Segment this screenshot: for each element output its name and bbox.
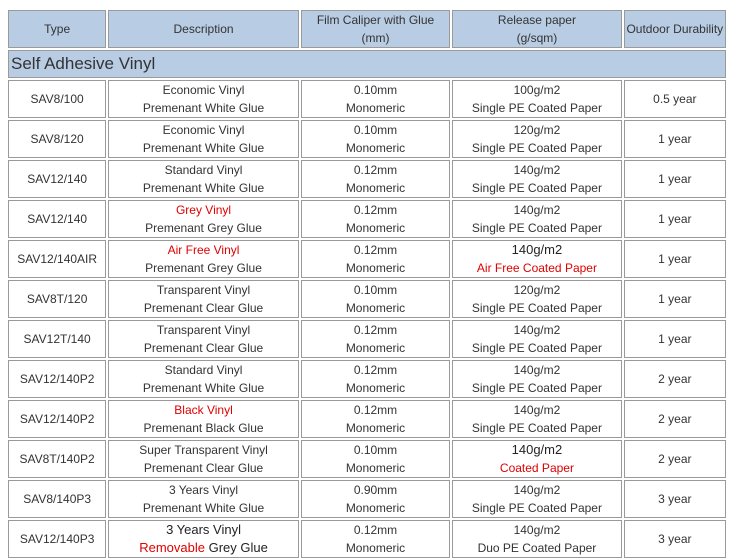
cell-text-line: 0.12mm [353,203,398,217]
cell-caliper [301,480,450,518]
cell-text-line: Monomeric [345,141,406,155]
table-row [8,280,726,318]
cell-text-line: Monomeric [345,341,406,355]
cell-type: SAV8T/140P2 [8,440,106,478]
cell-text-line: 120g/m2 [513,123,561,137]
cell-type: SAV12/140AIR [8,240,106,278]
cell-text-line: Film Caliper with Glue [316,13,435,27]
cell-type: SAV8/100 [8,80,106,118]
cell-durability: 1 year [624,280,726,318]
cell-text-line: 140g/m2 [513,363,561,377]
cell-text-line [109,539,298,557]
cell-text-line: 3 Years Vinyl [168,483,239,497]
cell-text-line: Monomeric [345,221,406,235]
table-row [8,80,726,118]
header-description [108,10,299,48]
cell-durability: 1 year [624,200,726,238]
cell-description [108,240,299,278]
cell-text-line: 0.10mm [353,123,398,137]
cell-type: SAV12/140P2 [8,360,106,398]
cell-durability: 0.5 year [624,80,726,118]
cell-text-line: 140g/m2 [511,442,563,457]
cell-description [108,120,299,158]
cell-release-paper [452,120,621,158]
table-row [8,480,726,518]
table-row [8,360,726,398]
table-row [8,440,726,478]
section-title: Self Adhesive Vinyl [8,50,726,78]
cell-type: SAV8T/120 [8,280,106,318]
header-outdoor-durability [624,10,726,48]
cell-type: SAV12/140 [8,200,106,238]
cell-description [108,80,299,118]
cell-caliper [301,120,450,158]
cell-caliper [301,320,450,358]
cell-text-line: Monomeric [345,501,406,515]
cell-text-line: Monomeric [345,101,406,115]
cell-caliper [301,520,450,558]
cell-text-line: Grey Vinyl [175,203,232,217]
cell-description [108,400,299,438]
table-row [8,160,726,198]
spec-table [6,8,728,560]
cell-text-line: 0.12mm [353,243,398,257]
cell-text-line: Release paper [497,13,576,27]
cell-release-paper [452,160,621,198]
cell-text-line: Premenant Black Glue [143,421,264,435]
cell-text-line: Monomeric [345,261,406,275]
cell-text-line: 3 Years Vinyl [166,522,241,537]
cell-durability: 1 year [624,120,726,158]
cell-text-line: 0.10mm [353,283,398,297]
cell-durability: 2 year [624,400,726,438]
cell-text-line: Monomeric [345,461,406,475]
cell-text-line: 140g/m2 [513,163,561,177]
cell-text-line: Premenant White Glue [142,181,265,195]
cell-durability: 3 year [624,480,726,518]
header-type [8,10,106,48]
cell-caliper [301,80,450,118]
cell-caliper [301,160,450,198]
cell-text-line: Premenant White Glue [142,501,265,515]
cell-text-line: Single PE Coated Paper [471,221,602,235]
cell-text-line: Monomeric [345,541,406,555]
cell-text-line: Black Vinyl [174,403,233,417]
header-film-caliper [301,10,450,48]
cell-type: SAV12/140P2 [8,400,106,438]
cell-text-line: Monomeric [345,181,406,195]
cell-text-line: 0.12mm [353,523,398,537]
cell-release-paper [452,240,621,278]
table-row [8,520,726,558]
header-row [8,10,726,48]
removable-label: Removable [139,540,205,555]
cell-text-line: Type [44,22,71,36]
cell-text-line: Super Transparent Vinyl [139,443,268,457]
cell-text-line: Economic Vinyl [162,83,245,97]
cell-durability: 1 year [624,240,726,278]
cell-caliper [301,240,450,278]
cell-text-line: Outdoor Durability [626,22,724,36]
cell-text-line: Premenant Grey Glue [145,221,262,235]
grey-glue-label: Grey Glue [204,540,268,555]
cell-text-line: 120g/m2 [513,283,561,297]
table-row [8,320,726,358]
header-release-paper [452,10,621,48]
cell-text-line: Monomeric [345,381,406,395]
cell-text-line: Air Free Vinyl [167,243,240,257]
cell-text-line: (mm) [361,31,390,45]
cell-text-line: Transparent Vinyl [156,323,251,337]
cell-text-line: Single PE Coated Paper [471,381,602,395]
cell-description [108,200,299,238]
cell-type: SAV8/140P3 [8,480,106,518]
cell-release-paper [452,520,621,558]
cell-text-line: Single PE Coated Paper [471,141,602,155]
cell-text-line: Premenant White Glue [142,381,265,395]
cell-durability: 1 year [624,160,726,198]
cell-release-paper [452,80,621,118]
cell-description [108,360,299,398]
cell-durability: 2 year [624,440,726,478]
cell-type: SAV12/140 [8,160,106,198]
cell-caliper [301,360,450,398]
cell-text-line: Single PE Coated Paper [471,501,602,515]
table-row [8,120,726,158]
cell-text-line: 100g/m2 [513,83,561,97]
cell-text-line: (g/sqm) [516,31,558,45]
cell-text-line: Standard Vinyl [164,163,243,177]
table-row [8,240,726,278]
cell-text-line: Monomeric [345,301,406,315]
cell-text-line: Single PE Coated Paper [471,101,602,115]
cell-text-line: 0.90mm [353,483,398,497]
cell-text-line: 0.10mm [353,443,398,457]
cell-text-line: Single PE Coated Paper [471,301,602,315]
cell-durability: 1 year [624,320,726,358]
cell-text-line: Air Free Coated Paper [476,261,597,275]
cell-release-paper [452,200,621,238]
cell-description [108,160,299,198]
cell-release-paper [452,360,621,398]
cell-description [108,280,299,318]
table-row [8,400,726,438]
cell-text-line: 140g/m2 [513,523,561,537]
cell-text-line: 140g/m2 [513,323,561,337]
cell-text-line: Duo PE Coated Paper [477,541,597,555]
cell-description [108,480,299,518]
cell-text-line: Standard Vinyl [164,363,243,377]
cell-type: SAV8/120 [8,120,106,158]
section-row [8,50,726,78]
cell-release-paper [452,480,621,518]
cell-release-paper [452,400,621,438]
cell-caliper [301,200,450,238]
cell-durability: 3 year [624,520,726,558]
cell-description [108,320,299,358]
cell-text-line: 0.12mm [353,163,398,177]
cell-text-line: Single PE Coated Paper [471,181,602,195]
cell-text-line: Economic Vinyl [162,123,245,137]
cell-release-paper [452,280,621,318]
cell-type: SAV12/140P3 [8,520,106,558]
cell-text-line: 140g/m2 [513,203,561,217]
cell-durability: 2 year [624,360,726,398]
cell-text-line: 140g/m2 [511,242,563,257]
cell-text-line: Premenant Clear Glue [143,461,264,475]
cell-text-line: Monomeric [345,421,406,435]
cell-text-line: 0.12mm [353,403,398,417]
cell-text-line: Single PE Coated Paper [471,341,602,355]
cell-release-paper [452,440,621,478]
cell-text-line: Premenant Grey Glue [145,261,262,275]
cell-text-line: Premenant White Glue [142,141,265,155]
cell-text-line: Premenant Clear Glue [143,341,264,355]
cell-text-line: 140g/m2 [513,483,561,497]
cell-text-line: 0.10mm [353,83,398,97]
cell-description [108,440,299,478]
cell-caliper [301,440,450,478]
cell-caliper [301,280,450,318]
cell-text-line: 0.12mm [353,323,398,337]
table-row [8,200,726,238]
cell-text-line: Premenant Clear Glue [143,301,264,315]
cell-text-line: Single PE Coated Paper [471,421,602,435]
cell-text-line: Coated Paper [499,461,574,475]
cell-release-paper [452,320,621,358]
cell-description [108,520,299,558]
cell-text-line: 0.12mm [353,363,398,377]
cell-text-line: 140g/m2 [513,403,561,417]
cell-text-line: Premenant White Glue [142,101,265,115]
cell-text-line: Description [173,22,234,36]
cell-type: SAV12T/140 [8,320,106,358]
cell-caliper [301,400,450,438]
cell-text-line: Transparent Vinyl [156,283,251,297]
